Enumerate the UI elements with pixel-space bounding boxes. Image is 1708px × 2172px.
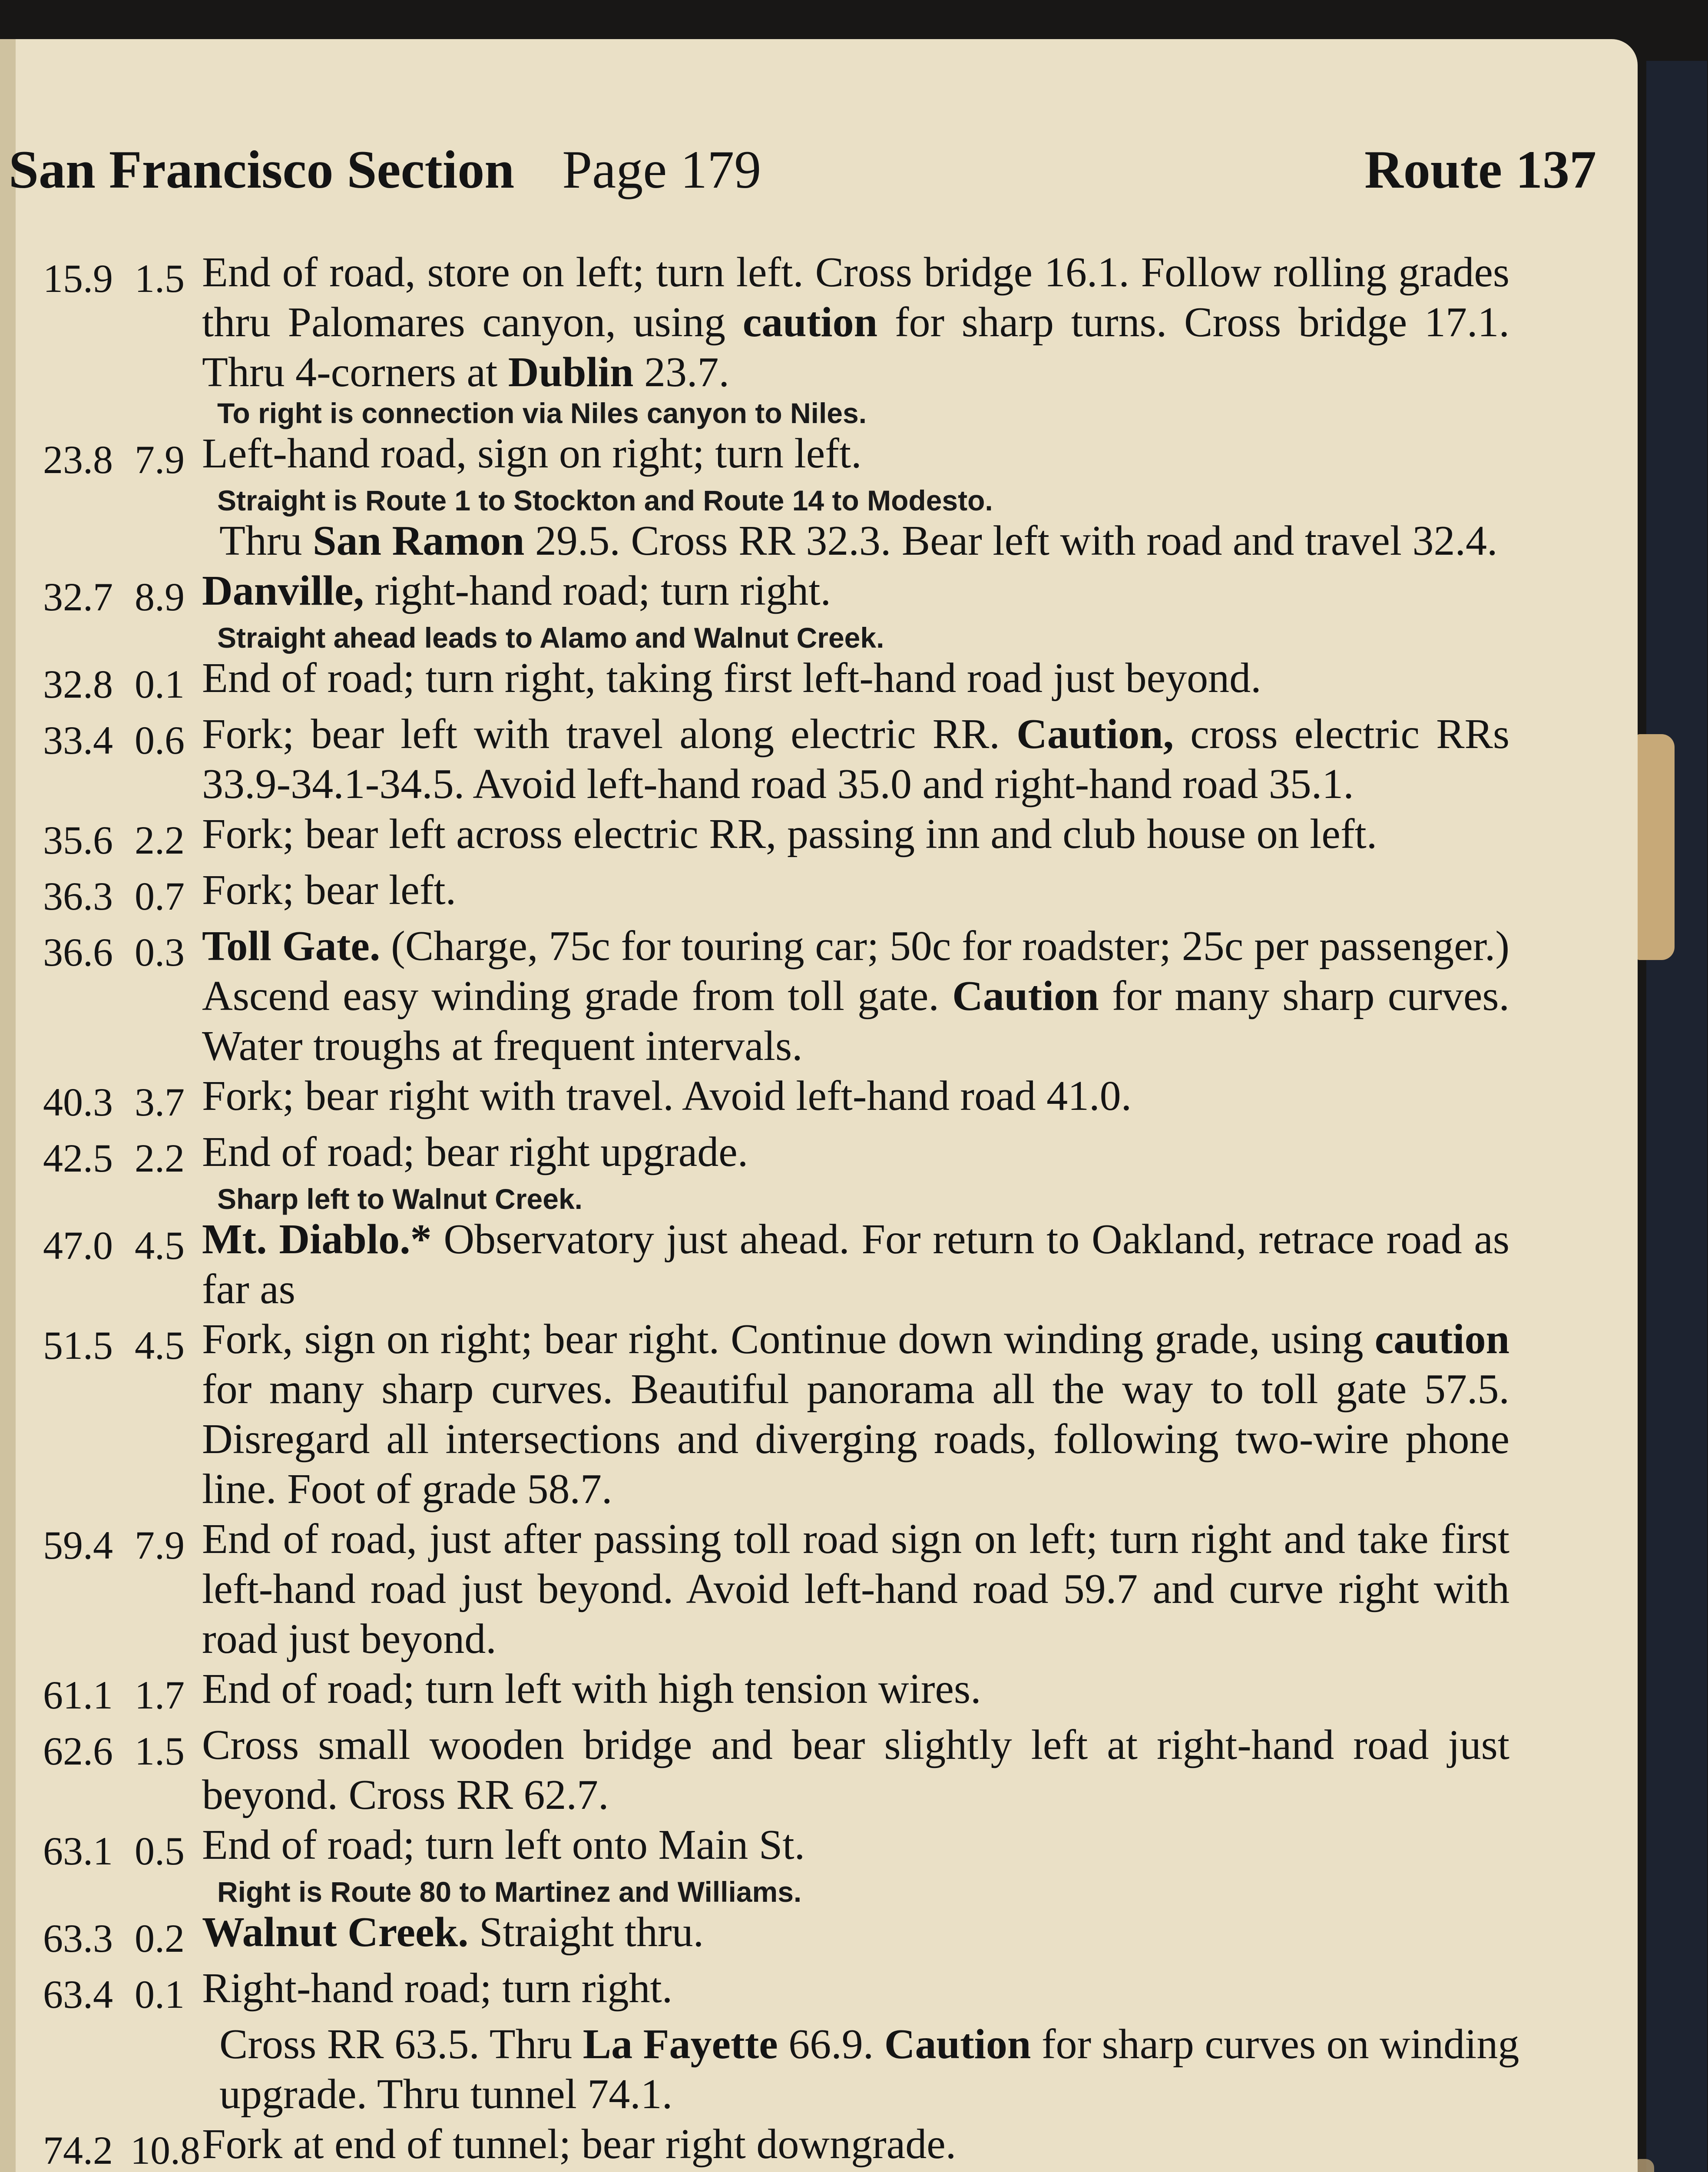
increment: 1.5 <box>135 256 185 301</box>
direction-text: End of road; turn right, taking first left-hand road just beyond. <box>202 655 1261 702</box>
entry-row <box>0 653 1625 709</box>
direction-text: Fork; bear left across electric RR, passing inn and club house on left. <box>202 811 1377 858</box>
entry-row <box>0 709 1625 809</box>
entry-row <box>0 429 1625 485</box>
direction-text: Toll Gate. (Charge, 75c for touring car; 50c for roadster; 25c per passenger.) Ascend easy winding grade from toll gate. Caution for many sharp curves. Water troughs at frequent intervals. <box>202 923 1510 1069</box>
entry-row <box>0 921 1625 1071</box>
increment: 4.5 <box>135 1223 185 1268</box>
entry-row <box>0 1314 1625 1514</box>
book-page <box>0 39 1638 2172</box>
entry-row <box>0 1664 1625 1720</box>
direction-text: Fork, sign on right; bear right. Continue down winding grade, using caution for many sharp curves. Beautiful panorama all the way to toll gate 57.5. Disregard all intersections and diverging roads, following two-wire phone line. Foot of grade 58.7. <box>202 1316 1509 1513</box>
mileage: 74.2 <box>43 2128 113 2172</box>
entry-row <box>0 2119 1625 2172</box>
direction-text: Walnut Creek. Straight thru. <box>202 1909 704 1956</box>
connection-note: Sharp left to Walnut Creek. <box>217 1183 583 1215</box>
direction-text: Fork at end of tunnel; bear right downgrade. <box>202 2121 957 2168</box>
direction-text: End of road, just after passing toll road sign on left; turn right and take first left-hand road just beyond. Avoid left-hand road 59.7 and curve right with road just beyond. <box>202 1516 1509 1662</box>
route-entry <box>0 1314 1625 1514</box>
route-entry <box>0 865 1625 921</box>
route-entry <box>0 653 1625 709</box>
direction-text: End of road; turn left onto Main St. <box>202 1821 805 1868</box>
increment: 0.2 <box>135 1916 185 1960</box>
mileage: 33.4 <box>43 718 113 762</box>
mileage: 63.3 <box>43 1916 113 1960</box>
book-edge <box>1646 61 1707 2172</box>
connection-note: Straight ahead leads to Alamo and Walnut Creek. <box>217 622 884 654</box>
entry-row <box>0 566 1625 622</box>
connection-note: Straight is Route 1 to Stockton and Route 14 to Modesto. <box>217 484 993 517</box>
direction-text: End of road; turn left with high tension wires. <box>202 1665 981 1712</box>
entry-row <box>0 1215 1625 1314</box>
entry-row <box>0 248 1625 397</box>
direction-text: End of road, store on left; turn left. Cross bridge 16.1. Follow rolling grades thru Palomares canyon, using caution for sharp turns. Cross bridge 17.1. Thru 4-corners at Dublin 23.7. <box>202 249 1509 396</box>
increment: 1.5 <box>135 1729 185 1773</box>
route-entry <box>0 1720 1625 1820</box>
entry-row <box>0 1514 1625 1664</box>
connection-note: To right is connection via Niles canyon to Niles. <box>217 397 867 429</box>
route-entry <box>0 1514 1625 1664</box>
route-entry <box>0 709 1625 809</box>
increment: 0.5 <box>135 1829 185 1873</box>
connection-note: Right is Route 80 to Martinez and Williams. <box>217 1876 802 1908</box>
mileage: 23.8 <box>43 437 113 482</box>
entry-row <box>0 1963 1625 2020</box>
route-entry <box>0 921 1625 1071</box>
route-entry <box>0 1664 1625 1720</box>
route-entry <box>0 1907 1625 1963</box>
mileage: 36.6 <box>43 930 113 974</box>
section-title: San Francisco Section <box>9 140 515 199</box>
mileage: 59.4 <box>43 1523 113 1567</box>
mileage: 36.3 <box>43 874 113 918</box>
entry-row <box>0 1720 1625 1820</box>
direction-text: Left-hand road, sign on right; turn left. <box>202 430 862 477</box>
increment: 0.7 <box>135 874 185 918</box>
page-header-left <box>9 139 761 201</box>
increment: 7.9 <box>135 437 185 482</box>
mileage: 40.3 <box>43 1080 113 1124</box>
direction-text: End of road; bear right upgrade. <box>202 1129 748 1175</box>
page-number: Page 179 <box>562 140 761 199</box>
entry-row <box>0 1907 1625 1963</box>
route-entry <box>0 1963 1625 2119</box>
route-number: Route 137 <box>1364 140 1596 199</box>
direction-text: Fork; bear right with travel. Avoid left-hand road 41.0. <box>202 1073 1132 1119</box>
mileage: 47.0 <box>43 1223 113 1268</box>
route-entry <box>0 1820 1625 1907</box>
page-tab <box>1635 734 1675 960</box>
increment: 2.2 <box>135 818 185 862</box>
increment: 0.1 <box>135 1972 185 2016</box>
route-entry <box>0 2119 1625 2172</box>
mileage: 63.4 <box>43 1972 113 2016</box>
increment: 0.3 <box>135 930 185 974</box>
increment: 0.6 <box>135 718 185 762</box>
route-entry <box>0 248 1625 429</box>
increment: 4.5 <box>135 1323 185 1367</box>
direction-text: Fork; bear left. <box>202 867 457 914</box>
route-entry <box>0 1071 1625 1127</box>
mileage: 15.9 <box>43 256 113 301</box>
increment: 1.7 <box>135 1673 185 1717</box>
direction-text: Cross small wooden bridge and bear slightly left at right-hand road just beyond. Cross RR 62.7. <box>202 1722 1509 1818</box>
increment: 8.9 <box>135 575 185 619</box>
route-entry <box>0 429 1625 566</box>
increment: 7.9 <box>135 1523 185 1567</box>
route-entry <box>0 809 1625 865</box>
entry-row <box>0 1127 1625 1183</box>
mileage: 51.5 <box>43 1323 113 1367</box>
increment: 2.2 <box>135 1136 185 1180</box>
mileage: 62.6 <box>43 1729 113 1773</box>
entry-row <box>0 865 1625 921</box>
route-entry <box>0 566 1625 653</box>
continued-text: Cross RR 63.5. Thru La Fayette 66.9. Caution for sharp curves on winding upgrade. Thru tunnel 74.1. <box>219 2021 1519 2118</box>
mileage: 42.5 <box>43 1136 113 1180</box>
mileage: 63.1 <box>43 1829 113 1873</box>
increment: 0.1 <box>135 662 185 706</box>
entry-row <box>0 809 1625 865</box>
mileage: 61.1 <box>43 1673 113 1717</box>
entry-row <box>0 1071 1625 1127</box>
continued-text: Thru San Ramon 29.5. Cross RR 32.3. Bear left with road and travel 32.4. <box>219 517 1498 564</box>
increment: 3.7 <box>135 1080 185 1124</box>
mileage: 32.8 <box>43 662 113 706</box>
entry-row <box>0 1820 1625 1876</box>
route-entry <box>0 1215 1625 1314</box>
mileage: 32.7 <box>43 575 113 619</box>
direction-text: Mt. Diablo.* Observatory just ahead. For return to Oakland, retrace road as far as <box>202 1216 1509 1313</box>
direction-text: Right-hand road; turn right. <box>202 1965 673 2012</box>
increment: 10.8 <box>130 2128 200 2172</box>
route-entries <box>0 248 1625 2172</box>
direction-text: Danville, right-hand road; turn right. <box>202 567 831 614</box>
mileage: 35.6 <box>43 818 113 862</box>
route-entry <box>0 1127 1625 1215</box>
direction-text: Fork; bear left with travel along electric RR. Caution, cross electric RRs 33.9-34.1-34.5. Avoid left-hand road 35.0 and right-hand road 35.1. <box>202 711 1509 808</box>
